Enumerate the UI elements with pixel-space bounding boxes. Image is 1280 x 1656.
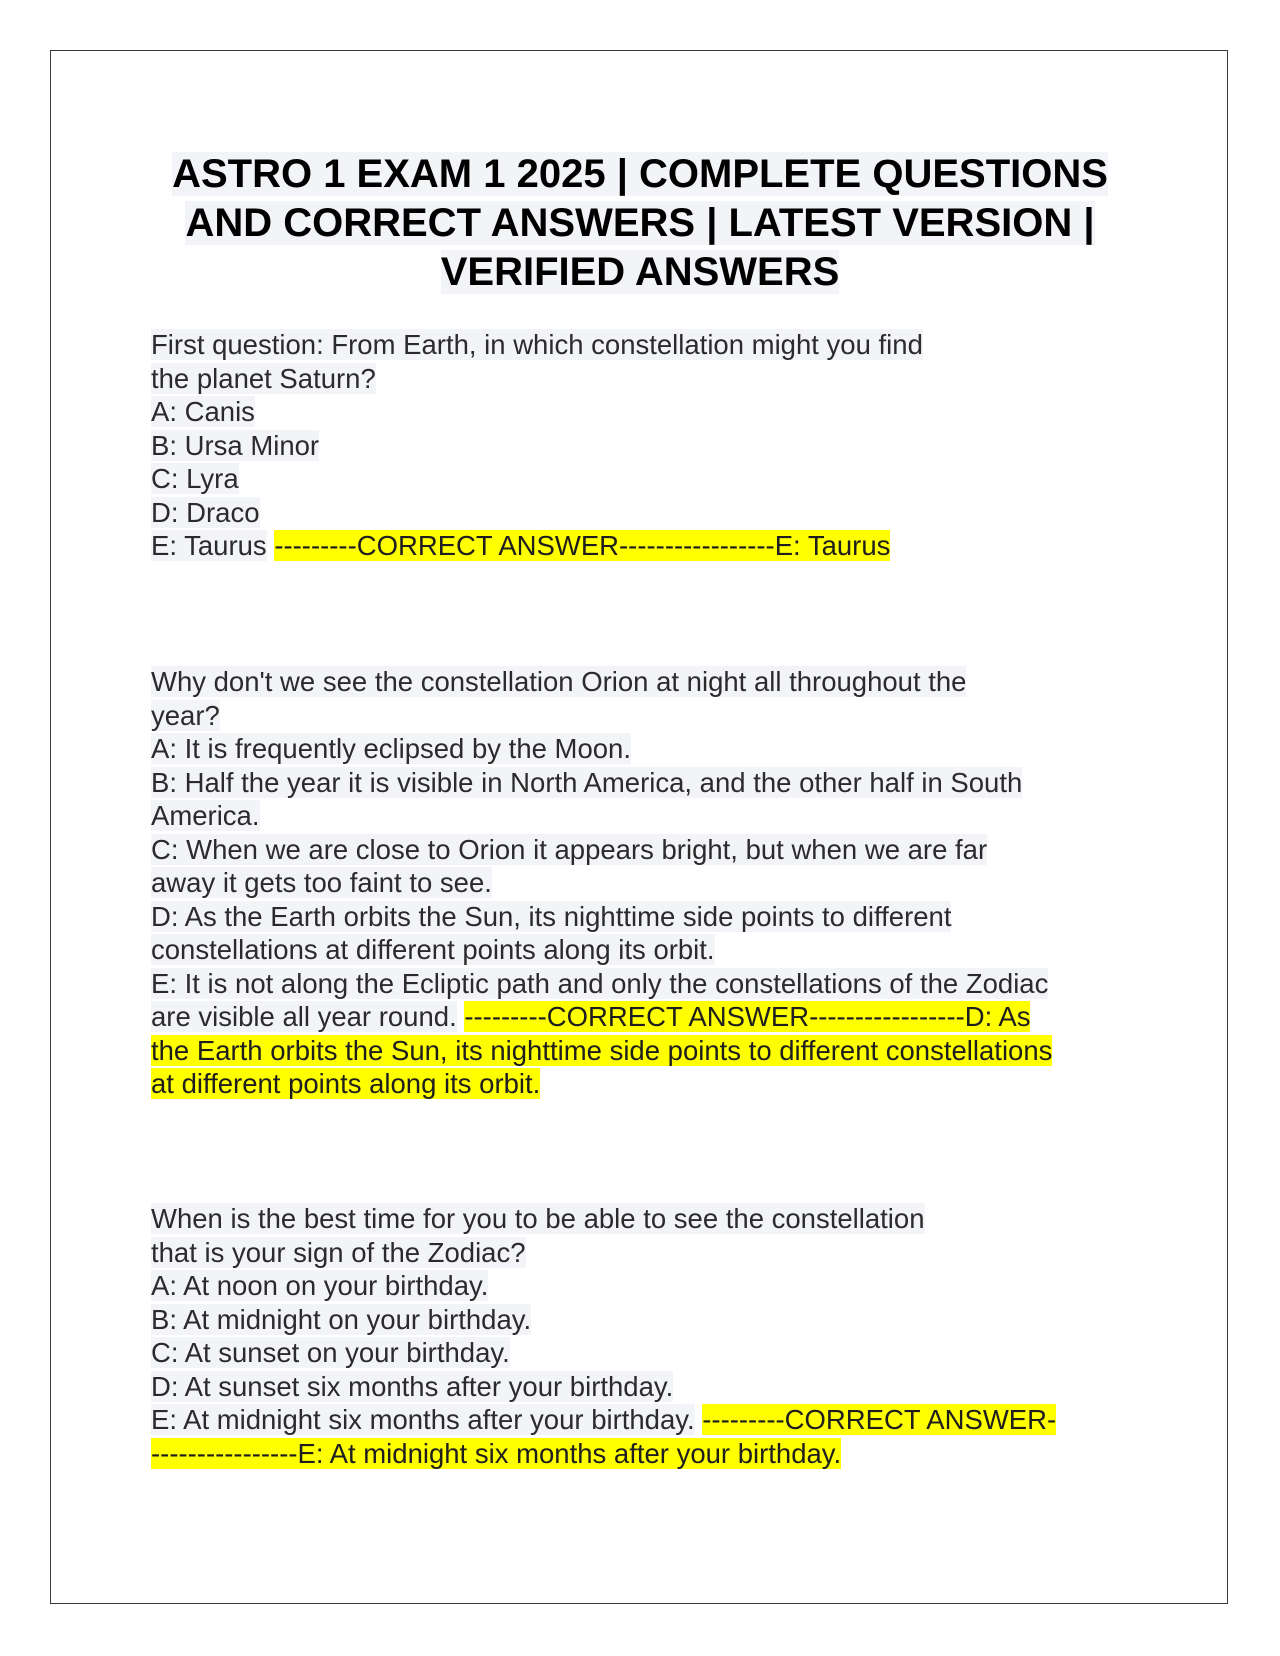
answer-option: C: When we are close to Orion it appears bright, but when we are far bbox=[151, 833, 988, 865]
answer-option: B: At midnight on your birthday. bbox=[151, 1303, 532, 1335]
answer-option: away it gets too faint to see. bbox=[151, 867, 492, 898]
question-prompt-line: the planet Saturn? bbox=[151, 362, 376, 394]
answer-option: A: It is frequently eclipsed by the Moon. bbox=[151, 733, 631, 764]
question-prompt-line: When is the best time for you to be able to see the constellation bbox=[151, 1203, 925, 1234]
correct-answer-highlight: the Earth orbits the Sun, its nighttime side points to different constellations bbox=[151, 1034, 1053, 1066]
title-line: AND CORRECT ANSWERS | LATEST VERSION | bbox=[185, 201, 1095, 245]
answer-option: C: Lyra bbox=[151, 463, 239, 494]
correct-answer-highlight: ---------CORRECT ANSWER- bbox=[702, 1404, 1057, 1435]
question-prompt-line: Why don't we see the constellation Orion at night all throughout the bbox=[151, 666, 967, 697]
correct-answer-highlight: ----------------E: At midnight six months after your birthday. bbox=[151, 1437, 842, 1469]
correct-answer-highlight: ---------CORRECT ANSWER-----------------E: Taurus bbox=[274, 530, 891, 561]
question-block bbox=[151, 1202, 1131, 1470]
answer-option: America. bbox=[151, 800, 260, 831]
answer-option: A: At noon on your birthday. bbox=[151, 1270, 489, 1301]
answer-option: E: It is not along the Ecliptic path and only the constellations of the Zodiac bbox=[151, 967, 1049, 999]
document-title bbox=[140, 150, 1140, 297]
answer-option: B: Ursa Minor bbox=[151, 429, 320, 461]
correct-answer-highlight: at different points along its orbit. bbox=[151, 1068, 541, 1099]
title-line: VERIFIED ANSWERS bbox=[440, 250, 840, 294]
question-prompt-line: First question: From Earth, in which constellation might you find bbox=[151, 329, 923, 360]
question-block bbox=[151, 665, 1131, 1101]
title-line: ASTRO 1 EXAM 1 2025 | COMPLETE QUESTIONS bbox=[172, 152, 1108, 196]
question-prompt-line: year? bbox=[151, 699, 220, 731]
answer-option: C: At sunset on your birthday. bbox=[151, 1337, 510, 1368]
answer-option: D: Draco bbox=[151, 496, 260, 528]
answer-option: D: At sunset six months after your birthday. bbox=[151, 1370, 674, 1402]
answer-option: B: Half the year it is visible in North America, and the other half in South bbox=[151, 766, 1023, 798]
answer-option: are visible all year round. bbox=[151, 1001, 457, 1032]
answer-option: A: Canis bbox=[151, 396, 255, 427]
question-block bbox=[151, 328, 1131, 563]
correct-answer-highlight: ---------CORRECT ANSWER-----------------D: As bbox=[464, 1001, 1031, 1032]
answer-option: constellations at different points along its orbit. bbox=[151, 934, 715, 965]
answer-option: E: Taurus bbox=[151, 530, 267, 561]
question-prompt-line: that is your sign of the Zodiac? bbox=[151, 1236, 526, 1268]
answer-option: D: As the Earth orbits the Sun, its nighttime side points to different bbox=[151, 900, 952, 932]
answer-option: E: At midnight six months after your birthday. bbox=[151, 1404, 695, 1435]
